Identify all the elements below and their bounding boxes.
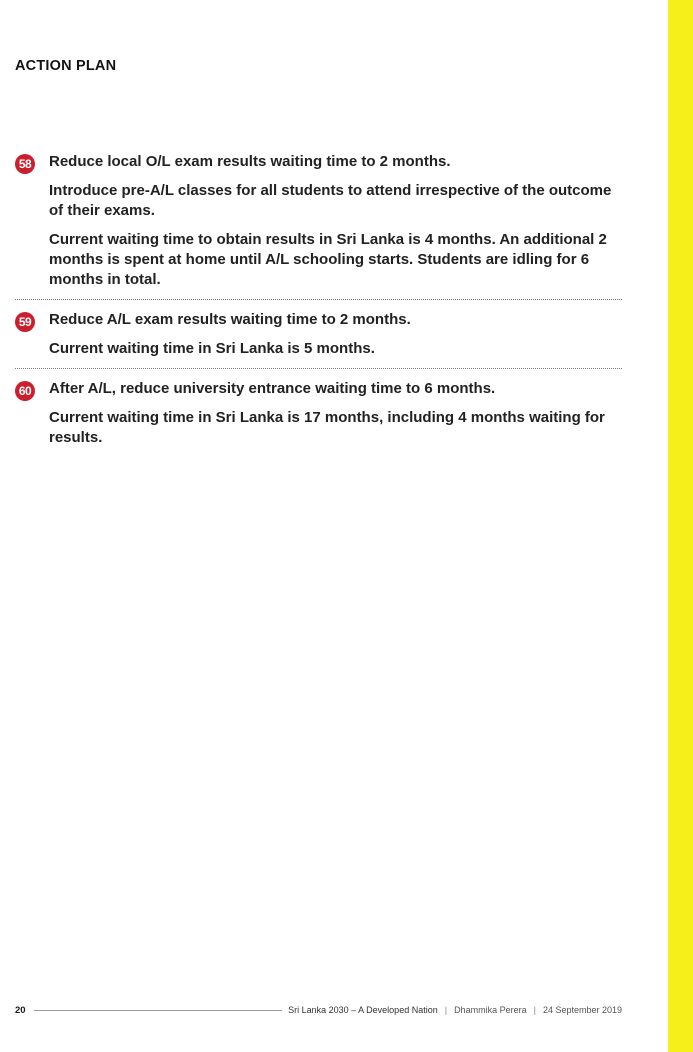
item-number-badge: 60 [15,381,35,401]
action-plan-list [15,152,622,457]
footer-separator: | [533,1005,536,1015]
footer-doc-title: Sri Lanka 2030 – A Developed Nation [288,1005,438,1015]
footer-separator: | [444,1005,448,1015]
item-detail: Introduce pre-A/L classes for all students to attend irrespective of the outcome of their exams. [49,182,612,219]
action-item-60 [15,369,622,457]
side-color-bar [668,0,693,1052]
item-number-badge: 59 [15,312,35,332]
item-detail: Current waiting time to obtain results in Sri Lanka is 4 months. An additional 2 months is spent at home until A/L schooling starts. Students are idling for 6 months in total. [49,231,607,288]
item-detail: Current waiting time in Sri Lanka is 5 months. [49,340,375,357]
item-headline: After A/L, reduce university entrance waiting time to 6 months. [49,380,496,397]
page-number: 20 [15,1004,26,1016]
item-headline: Reduce A/L exam results waiting time to 2 months. [49,311,411,328]
section-title: ACTION PLAN [15,58,117,74]
item-headline: Reduce local O/L exam results waiting time to 2 months. [49,153,451,170]
footer-divider [34,1010,283,1011]
footer-date: 24 September 2019 [542,1005,622,1015]
item-number-badge: 58 [15,154,35,174]
page-footer [15,1003,622,1017]
item-detail: Current waiting time in Sri Lanka is 17 months, including 4 months waiting for results. [49,409,605,446]
footer-author: Dhammika Perera [454,1005,527,1015]
action-item-59 [15,300,622,369]
action-item-58 [15,152,622,300]
